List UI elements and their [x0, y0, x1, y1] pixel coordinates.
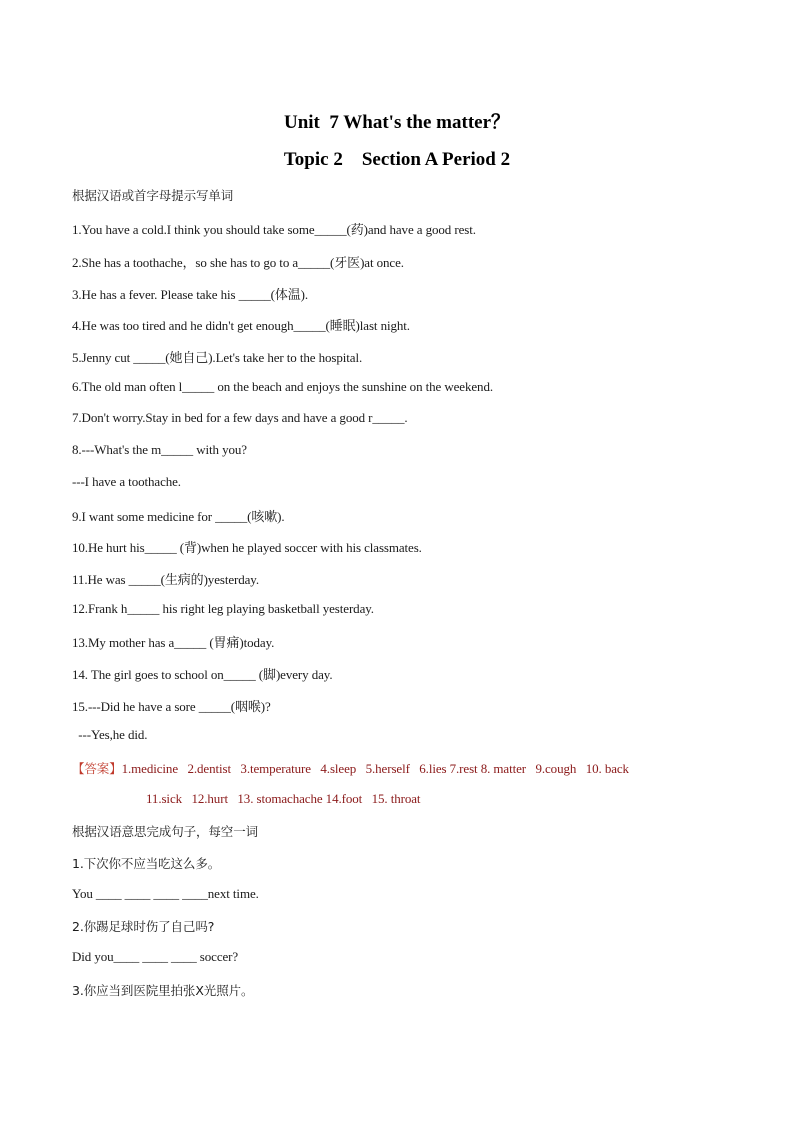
exercise-item-12: 12.Frank h_____ his right leg playing basketball yesterday.: [72, 601, 374, 616]
answer-key-line-2: 11.sick 12.hurt 13. stomachache 14.foot 15. throat: [146, 791, 421, 806]
exercise-item-4: 4.He was too tired and he didn't get enough_____(睡眠)last night.: [72, 318, 410, 333]
exercise-item-3: 3.He has a fever. Please take his _____(体温).: [72, 287, 309, 302]
translation-item-3-cn: 3.你应当到医院里拍张X光照片。: [72, 983, 254, 998]
translation-item-2-en: Did you____ ____ ____ soccer?: [72, 949, 239, 964]
exercise-item-13: 13.My mother has a_____ (胃痛)today.: [72, 635, 275, 650]
answer-label: 【答案】: [72, 761, 122, 776]
translation-item-1-cn: 1.下次你不应当吃这么多。: [72, 856, 221, 871]
answer-text-1: 1.medicine 2.dentist 3.temperature 4.sleep 5.herself 6.lies 7.rest 8. matter 9.cough 10. back: [121, 761, 629, 776]
exercise-item-8-reply: ---I have a toothache.: [72, 474, 181, 489]
exercise-item-1: 1.You have a cold.I think you should take some_____(药)and have a good rest.: [72, 222, 476, 237]
answer-key-line-1: [72, 759, 629, 777]
exercise-item-11: 11.He was _____(生病的)yesterday.: [72, 572, 260, 587]
translation-item-2-cn: 2.你踢足球时伤了自己吗?: [72, 919, 215, 934]
document-subtitle: Topic 2 Section A Period 2: [283, 149, 511, 170]
exercise-item-5: 5.Jenny cut _____(她自己).Let's take her to the hospital.: [72, 350, 363, 365]
exercise-item-10: 10.He hurt his_____ (背)when he played soccer with his classmates.: [72, 540, 422, 555]
exercise-item-9: 9.I want some medicine for _____(咳嗽).: [72, 509, 285, 524]
exercise-item-7: 7.Don't worry.Stay in bed for a few days and have a good r_____.: [72, 410, 408, 425]
exercise-item-15-reply: ---Yes,he did.: [72, 727, 148, 742]
exercise-item-14: 14. The girl goes to school on_____ (脚)every day.: [72, 667, 333, 682]
exercise-item-6: 6.The old man often l_____ on the beach and enjoys the sunshine on the weekend.: [72, 379, 493, 394]
section1-heading: 根据汉语或首字母提示写单词: [72, 188, 234, 203]
section2-heading: 根据汉语意思完成句子，每空一词: [72, 824, 259, 839]
translation-item-1-en: You ____ ____ ____ ____next time.: [72, 886, 259, 901]
exercise-item-8: 8.---What's the m_____ with you?: [72, 442, 247, 457]
document-title: Unit 7 What's the matter？: [283, 112, 511, 133]
exercise-item-2: 2.She has a toothache，so she has to go to a_____(牙医)at once.: [72, 255, 404, 270]
exercise-item-15: 15.---Did he have a sore _____(咽喉)?: [72, 699, 271, 714]
